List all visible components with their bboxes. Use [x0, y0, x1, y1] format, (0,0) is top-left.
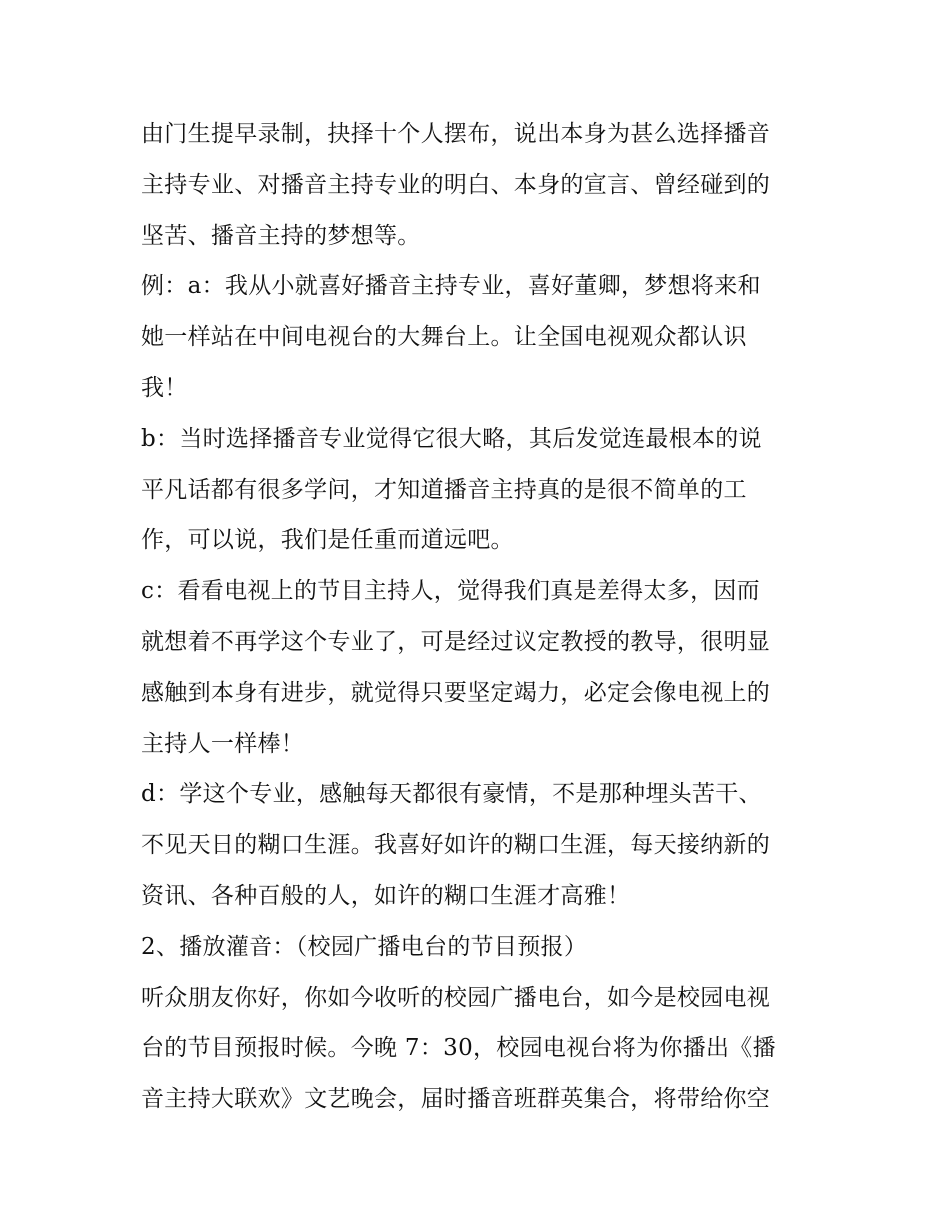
text-line: 主持人一样棒！ [141, 730, 305, 757]
text-line: 听众朋友你好，你如今收听的校园广播电台，如今是校园电视 [141, 984, 771, 1011]
section-heading: 2、播放灌音：（校园广播电台的节目预报） [141, 933, 588, 960]
text-line: d：学这个专业，感触每天都很有豪情，不是那种埋头苦干、 [141, 781, 762, 808]
text-line: 由门生提早录制，抉择十个人摆布，说出本身为甚么选择播音 [141, 121, 771, 147]
text-line: b：当时选择播音专业觉得它很大略，其后发觉连最根本的说 [141, 425, 762, 452]
text-line: 主持专业、对播音主持专业的明白、本身的宣言、曾经碰到的 [141, 171, 771, 198]
text-line: 不见天日的糊口生涯。我喜好如许的糊口生涯，每天接纳新的 [141, 832, 771, 859]
text-line: 她一样站在中间电视台的大舞台上。让全国电视观众都认识 [141, 324, 747, 351]
text-line: 作，可以说，我们是任重而道远吧。 [141, 527, 514, 554]
text-line: 资讯、各种百般的人，如许的糊口生涯才高雅！ [141, 882, 631, 909]
text-line: 就想着不再学这个专业了，可是经过议定教授的教导，很明显 [141, 628, 771, 655]
text-line: 坚苦、播音主持的梦想等。 [141, 222, 421, 249]
text-line: 平凡话都有很多学问，才知道播音主持真的是很不简单的工 [141, 476, 747, 503]
text-line: c：看看电视上的节目主持人，觉得我们真是差得太多，因而 [141, 578, 760, 605]
document-body [141, 109, 817, 1125]
text-line: 例：a：我从小就喜好播音主持专业，喜好董卿，梦想将来和 [141, 273, 761, 300]
text-line: 台的节目预报时候。今晚 7：30，校园电视台将为你播出《播 [141, 1035, 776, 1062]
text-line: 感触到本身有进步，就觉得只要坚定竭力，必定会像电视上的 [141, 679, 771, 706]
text-line: 音主持大联欢》文艺晚会，届时播音班群英集合，将带给你空 [141, 1086, 771, 1113]
text-line: 我！ [141, 374, 188, 401]
